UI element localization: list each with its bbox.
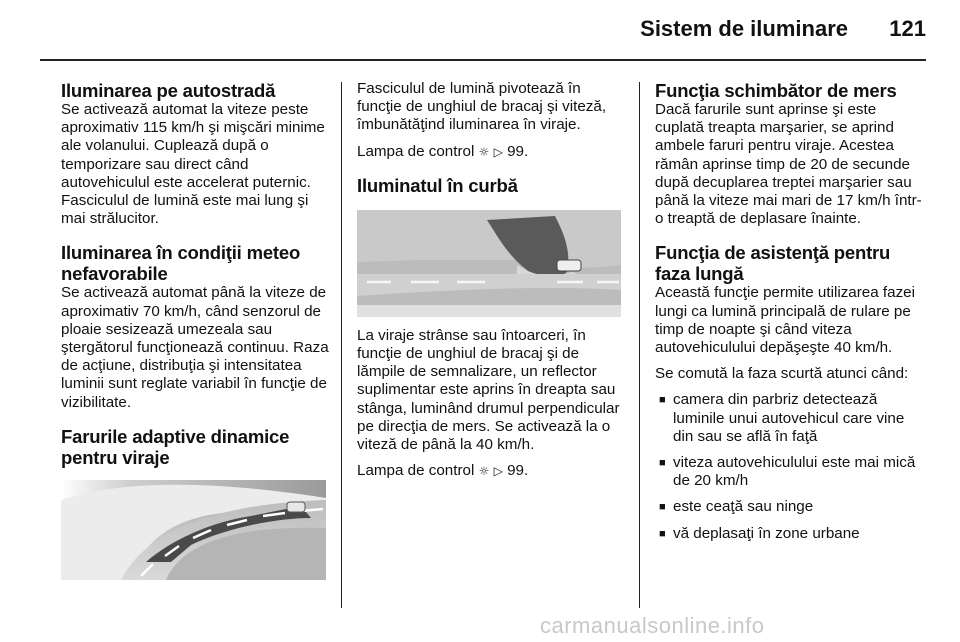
text-bad-weather-lighting: Se activează automat până la viteze de aproximativ 70 km/h, când senzorul de ploaie sesizează umezeala sau ştergătorul funcţionează continuu. Raza de acţiune, distribuţia şi intensitatea luminii sunt reglate variabil în funcţie de vizibilitate.	[61, 284, 329, 411]
heading-bad-weather-lighting: Iluminarea în condiţii meteo nefavorabile	[61, 242, 301, 285]
heading-cornering-light: Iluminatul în curbă	[357, 174, 518, 196]
cornering-light-illustration	[357, 210, 621, 317]
heading-gear-function: Funcţia schimbător de mers	[655, 80, 897, 101]
square-bullet-icon: ■	[659, 501, 666, 514]
page-title: Sistem de iluminare	[640, 16, 848, 41]
text-cornering-light: La viraje strânse sau întoarceri, în funcţie de unghiul de bracaj şi de lămpile de semnalizare, un reflector suplimentar este aprins în dreapta sau stânga, luminând drumul perpendicular pe direcţia de mers. Se activează la o viteză de până la 40 km/h.	[357, 326, 620, 454]
column-divider-2	[639, 82, 640, 608]
control-lamp-reference-1	[357, 143, 627, 161]
page-ref-number: 99.	[507, 142, 529, 160]
page-ref-icon: ▷	[493, 144, 503, 159]
text-beam-pivot: Fasciculul de lumină pivotează în funcţie de unghiul de bracaj şi viteză, îmbunătăţind iluminarea în viraje.	[357, 80, 607, 134]
control-lamp-reference-2	[357, 462, 627, 480]
control-lamp-label: Lampa de control	[357, 462, 475, 480]
list-item	[655, 454, 925, 490]
page-header	[0, 0, 960, 62]
text-low-beam-conditions-intro: Se comută la faza scurtă atunci când:	[655, 365, 909, 383]
control-lamp-label: Lampa de control	[357, 142, 475, 160]
heading-high-beam-assist: Funcţia de asistenţă pentru faza lungă	[655, 242, 891, 285]
heading-highway-lighting: Iluminarea pe autostradă	[61, 80, 276, 101]
header-divider	[40, 59, 926, 61]
site-watermark: carmanualsonline.info	[540, 613, 765, 638]
list-item	[655, 498, 925, 516]
list-item-text: camera din parbriz detectează luminile unui autovehicul care vine din sau se află în faţă	[673, 391, 905, 445]
square-bullet-icon: ■	[659, 527, 666, 540]
adaptive-headlights-illustration	[61, 480, 326, 580]
headlamp-icon: ☼	[478, 144, 490, 159]
list-item	[655, 391, 925, 446]
column-right	[655, 80, 925, 543]
page-ref-number: 99.	[507, 462, 529, 480]
square-bullet-icon: ■	[659, 457, 666, 470]
column-divider-1	[341, 82, 342, 608]
headlamp-icon: ☼	[478, 464, 490, 479]
list-item-text: viteza autovehiculului este mai mică de 20 km/h	[673, 454, 916, 490]
column-middle	[357, 80, 627, 480]
list-item-text: vă deplasaţi în zone urbane	[673, 524, 860, 542]
list-item-text: este ceaţă sau ninge	[673, 498, 814, 516]
text-high-beam-assist: Această funcţie permite utilizarea fazei lungi ca lumină principală de rulare pe timp de noapte şi când viteza autovehiculului depăşeşte 40 km/h.	[655, 284, 916, 357]
square-bullet-icon: ■	[659, 394, 666, 407]
page-ref-icon: ▷	[493, 464, 503, 479]
column-left	[61, 80, 329, 580]
text-highway-lighting: Se activează automat la viteze peste aproximativ 115 km/h şi mişcări minime ale volanului. Cuplează după o temporizare sau direct când autovehiculul este accelerat puternic. Fasciculul de lumină este mai lung şi mai strălucitor.	[61, 101, 325, 228]
page-number: 121	[889, 16, 926, 41]
text-gear-function: Dacă farurile sunt aprinse şi este cuplată treapta marşarier, se aprind ambele faruri pentru viraje. Acestea rămân aprinse timp de 20 de secunde după decuplarea treptei marşarier sau până la viteze mai mari de 17 km/h într-o treaptă de deplasare înainte.	[655, 101, 922, 228]
list-item	[655, 525, 925, 543]
heading-adaptive-headlights: Farurile adaptive dinamice pentru viraje	[61, 425, 290, 468]
